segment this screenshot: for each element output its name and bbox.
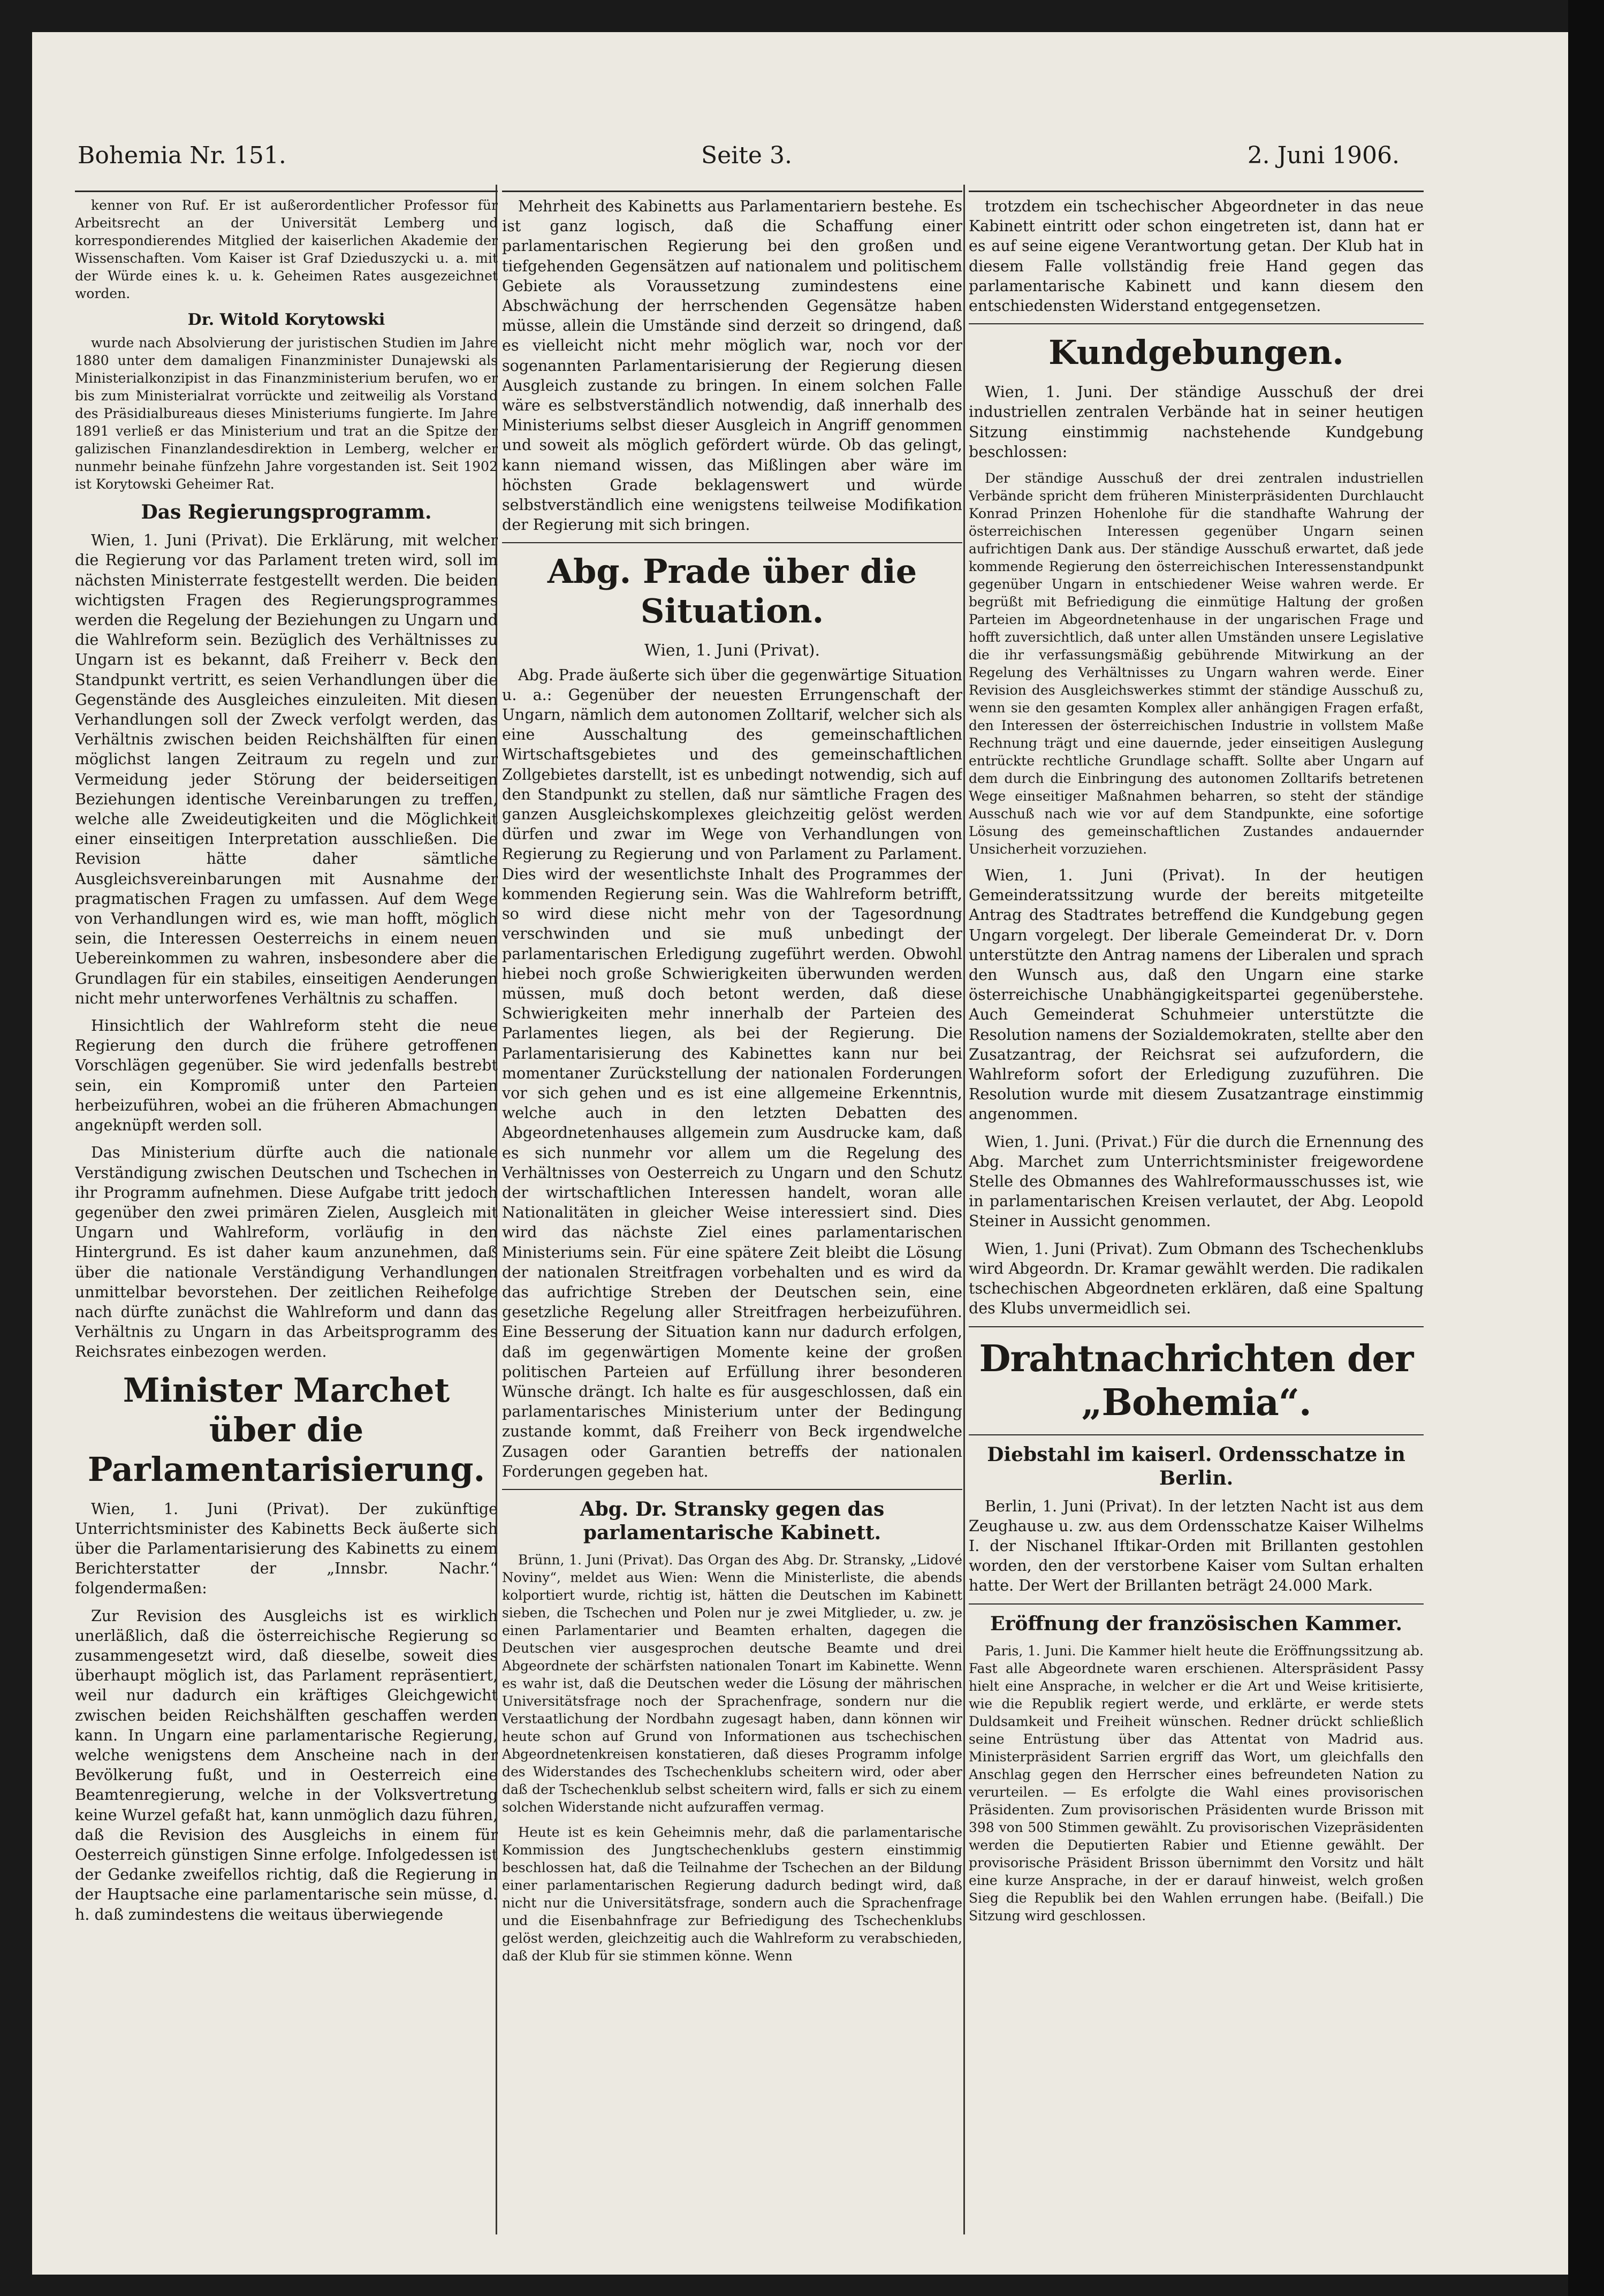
article-paragraph: Das Ministerium dürfte auch die nationale Verständigung zwischen Deutschen und Tschechen in ihr Programm aufnehmen. Diese Aufgabe tritt jedoch gegenüber den zwei primären Zielen, Ausgleich mit Ungarn und Wahlreform, vorläufig in den Hintergrund. Es ist daher kaum anzunehmen, daß über die nationale Verständigung Verhandlungen unmittelbar bevorstehen. Der zeitlichen Reihefolge nach dürfte zunächst die Wahlreform und dann das Verhältnis zu Ungarn in das Arbeitsprogramm des Reichsrates einbezogen werden. [75, 1144, 498, 1361]
article-heading: Abg. Prade über die Situation. [547, 552, 917, 631]
article-heading: Das Regierungsprogramm. [141, 501, 432, 524]
article-paragraph: Hinsichtlich der Wahlreform steht die neue Regierung den durch die frühere getroffenen Vorschlägen gegenüber. Sie wird jedenfalls bestrebt sein, ein Kompromiß unter den Parteien herbeizuführen, wobei an die früheren Abmachungen angeknüpft werden soll. [75, 1017, 498, 1135]
article-paragraph: trotzdem ein tschechischer Abgeordneter in das neue Kabinett eintritt oder schon eingetreten ist, dann hat er es auf seine eigene Verantwortung getan. Der Klub hat in diesem Falle vollständig freie Hand gegen das parlamentarische Kabinett und kann diesem den entschiedensten Widerstand entgegensetzen. [969, 197, 1424, 315]
article-paragraph: Abg. Prade äußerte sich über die gegenwärtige Situation u. a.: Gegenüber der neuesten Errungenschaft der Ungarn, nämlich dem autonomen Zolltarif, welcher sich als eine Ausschaltung des gemeinschaftlichen Wirtschaftsgebietes und des gemeinschaftlichen Zollgebietes darstellt, ist es unbedingt notwendig, sich auf den Standpunkt zu stellen, daß nur sämtliche Fragen des ganzen Ausgleichskomplexes gleichzeitig gelöst werden dürfen und zwar im Wege von Verhandlungen von Regierung zu Regierung und von Parlament zu Parlament. Dies wird der wesentlichste Inhalt des Programmes der kommenden Regierung sein. Was die Wahlreform betrifft, so wird diese nicht mehr von der Tagesordnung verschwinden und sie muß unbedingt der parlamentarischen Erledigung zugeführt werden. Obwohl hiebei noch große Schwierigkeiten überwunden werden müssen, muß doch betont werden, daß diese Schwierigkeiten mehr innerhalb der Parteien des Parlamentes liegen, als bei der Regierung. Die Parlamentarisierung des Kabinettes kann nur bei momentaner Zurückstellung der nationalen Forderungen vor sich gehen und es ist eine allgemeine Erkenntnis, welche auch in den letzten Debatten des Abgeordnetenhauses allgemein zum Ausdrucke kam, daß es sich nunmehr vor allem um die Regelung des Verhältnisses von Oesterreich zu Ungarn und den Schutz der wirtschaftlichen Interessen handelt, woran alle Nationalitäten in gleicher Weise interessiert sind. Dies wird das nächste Ziel eines parlamentarischen Ministeriums sein. Für eine spätere Zeit bleibt die Lösung der nationalen Streitfragen vorbehalten und es wird da das aufrichtige Streben der Deutschen sein, eine gesetzliche Regelung aller Streitfragen herbeizuführen. Eine Besserung der Situation kann nur dadurch erfolgen, daß im gegenwärtigen Momente keine der großen politischen Parteien auf Erfüllung ihrer besonderen Wünsche drängt. Ich halte es für ausgeschlossen, daß ein parlamentarisches Ministerium unter der Bedingung zustande kommt, daß Freiherr von Beck irgendwelche Zusagen oder Garantien betreffs der nationalen Forderungen gegeben hat. [502, 666, 962, 1480]
column-3 [969, 187, 1424, 2232]
article-paragraph: Wien, 1. Juni (Privat). Der zukünftige Unterrichtsminister des Kabinetts Beck äußerte sich über die Parlamentarisierung des Kabinetts zu einem Berichterstatter der „Innsbr. Nachr.“ folgendermaßen: [75, 1500, 498, 1598]
header-rule [969, 191, 1424, 192]
article-paragraph: Wien, 1. Juni. Der ständige Ausschuß der drei industriellen zentralen Verbände hat in seiner heutigen Sitzung einstimmig nachstehende Kundgebung beschlossen: [969, 383, 1424, 461]
binding-edge [1568, 0, 1604, 2296]
section-rule [502, 542, 962, 543]
section-rule [969, 1326, 1424, 1327]
article-paragraph: Berlin, 1. Juni (Privat). In der letzten Nacht ist aus dem Zeughause u. zw. aus dem Ordensschatze Kaiser Wilhelms I. der Nischanel Iftikar-Orden mit Brillanten gestohlen worden, den der verstorbene Kaiser vom Sultan erhalten hatte. Der Wert der Brillanten beträgt 24.000 Mark. [969, 1497, 1424, 1595]
masthead-issue: Bohemia Nr. 151. [78, 142, 286, 169]
section-rule [969, 1603, 1424, 1605]
article-paragraph: wurde nach Absolvierung der juristischen Studien im Jahre 1880 unter dem damaligen Finanzminister Dunajewski als Ministerialkonzipist in das Finanzministerium berufen, wo er bis zum Ministerialrat vorrückte und zeitweilig als Vorstand des Präsidialbureaus dieses Ministeriums fungierte. Im Jahre 1891 verließ er das Ministerium und trat an die Spitze der galizischen Finanzlandesdirektion in Lemberg, welcher er nunmehr beinahe fünfzehn Jahre vorgestanden ist. Seit 1902 ist Korytowski Geheimer Rat. [75, 335, 498, 492]
header-rule [75, 191, 498, 192]
article-heading: Diebstahl im kaiserl. Ordensschatze in Berlin. [987, 1443, 1405, 1489]
section-heading: Drahtnachrichten der „Bohemia“. [979, 1337, 1413, 1424]
page-header [78, 142, 1400, 185]
article-paragraph: Mehrheit des Kabinetts aus Parlamentariern bestehe. Es ist ganz logisch, daß die Schaffung einer parlamentarischen Regierung bei den großen und tiefgehenden Gegensätzen auf nationalem und politischem Gebiete als Voraussetzung zumindestens eine Abschwächung der herrschenden Gegensätze haben müsse, allein die Umstände sind derzeit so dringend, daß es vielleicht nicht mehr möglich war, noch vor der sogenannten Parlamentarisierung der Regierung diesen Ausgleich zustande zu bringen. In einem solchen Falle wäre es selbstverständlich notwendig, daß innerhalb des Ministeriums selbst dieser Ausgleich in Angriff genommen und soweit als möglich gefördert würde. Ob das gelingt, kann niemand wissen, das Mißlingen aber wäre im höchsten Grade beklagenswert und würde selbstverständlich eine wenigstens teilweise Modifikation der Regierung mit sich bringen. [502, 197, 962, 534]
header-rule [502, 191, 962, 192]
issue-date: 2. Juni 1906. [1247, 142, 1400, 169]
person-heading: Dr. Witold Korytowski [187, 310, 385, 329]
article-paragraph: Wien, 1. Juni (Privat). Zum Obmann des Tschechenklubs wird Abgeordn. Dr. Kramar gewählt werden. Die radikalen tschechischen Abgeordneten erklären, daß eine Spaltung des Klubs unvermeidlich sei. [969, 1240, 1424, 1318]
article-paragraph: Der ständige Ausschuß der drei zentralen industriellen Verbände spricht dem früheren Ministerpräsidenten Durchlaucht Konrad Prinzen Hohenlohe für die standhafte Wahrung der österreichischen Interessen gegenüber Ungarn seinen aufrichtigen Dank aus. Der ständige Ausschuß erwartet, daß jede kommende Regierung den österreichischen Interessenstandpunkt gegenüber Ungarn in entschiedener Weise wahren werde. Er begrüßt mit Befriedigung die einmütige Haltung der großen Parteien im Abgeordnetenhause in der ungarischen Frage und hofft zuversichtlich, daß unter allen Umständen unsere Legislative die ihr verfassungsmäßig gebührende Mitwirkung an der Regelung des Verhältnisses zu Ungarn wahren werde. Einer Revision des Ausgleichswerkes stimmt der ständige Ausschuß zu, wenn sie den gesamten Komplex aller anhängigen Fragen erfaßt, den Interessen der österreichischen Industrie in vollstem Maße Rechnung trägt und eine dauernde, jeder einseitigen Auslegung entrückte rechtliche Grundlage schafft. Sollte aber Ungarn auf dem durch die Einbringung des autonomen Zolltarifs betretenen Wege einseitiger Maßnahmen beharren, so steht der ständige Ausschuß nach wie vor auf dem Standpunkte, eine sofortige Lösung des gemeinschaftlichen Zustandes andauernder Unsicherheit vorzuziehen. [969, 470, 1424, 857]
section-rule [502, 1489, 962, 1490]
article-heading: Abg. Dr. Stransky gegen das parlamentarische Kabinett. [580, 1497, 885, 1544]
article-paragraph: Paris, 1. Juni. Die Kammer hielt heute die Eröffnungssitzung ab. Fast alle Abgeordnete waren erschienen. Alterspräsident Passy hielt eine Ansprache, in welcher er die Art und Weise kritisierte, wie die Republik regiert werde, und erklärte, er werde stets Duldsamkeit und Freiheit wünschen. Redner drückt schließlich seine Entrüstung über das Attentat von Madrid aus. Ministerpräsident Sarrien ergriff das Wort, um gleichfalls den Anschlag gegen den Herrscher eines befreundeten Nation zu verurteilen. — Es erfolgte die Wahl eines provisorischen Präsidenten. Zum provisorischen Präsidenten wurde Brisson mit 398 von 500 Stimmen gewählt. Zu provisorischen Vizepräsidenten werden die Deputierten Rabier und Etienne gewählt. Der provisorische Präsident Brisson übernimmt den Vorsitz und hält eine kurze Ansprache, in der er darauf hinweist, welch großen Sieg die Republik bei den Wahlen errungen habe. (Beifall.) Die Sitzung wird geschlossen. [969, 1643, 1424, 1924]
column-rule [963, 185, 965, 2234]
section-rule [969, 1434, 1424, 1435]
article-paragraph: Zur Revision des Ausgleichs ist es wirklich unerläßlich, daß die österreichische Regierung so zusammengesetzt wird, daß dieselbe, soweit dies überhaupt möglich ist, das Parlament repräsentiert, weil nur dadurch ein kräftiges Gleichgewicht zwischen beiden Reichshälften geschaffen werden kann. In Ungarn eine parlamentarische Regierung, welche wenigstens dem Anscheine nach in der Bevölkerung fußt, und in Oesterreich eine Beamtenregierung, welche in der Volksvertretung keine Wurzel gefaßt hat, kann unmöglich dazu führen, daß die Revision des Ausgleichs in einem für Oesterreich günstigen Sinne erfolge. Infolgedessen ist der Gedanke zweifellos richtig, daß die Regierung in der Hauptsache eine parlamentarische sein müsse, d. h. daß zumindestens die weitaus überwiegende [75, 1607, 498, 1924]
article-heading: Minister Marchet über die Parlamentarisierung. [87, 1370, 485, 1489]
article-paragraph: Wien, 1. Juni (Privat). Die Erklärung, mit welcher die Regierung vor das Parlament treten wird, soll im nächsten Ministerrate festgestellt werden. Die beiden wichtigsten Fragen des Regierungsprogrammes werden die Regelung der Beziehungen zu Ungarn und die Wahlreform sein. Bezüglich des Verhältnisses zu Ungarn ist es bekannt, daß Freiherr v. Beck den Standpunkt vertritt, es seien Verhandlungen über die Gegenstände des Ausgleiches einzuleiten. Mit diesen Verhandlungen soll der Zweck verfolgt werden, das Verhältnis zwischen beiden Reichshälften für einen möglichst langen Zeitraum zu regeln und zur Vermeidung jeder Störung der beiderseitigen Beziehungen identische Vereinbarungen zu treffen, welche alle Zweideutigkeiten und die Möglichkeit einer einseitigen Interpretation ausschließen. Die Revision hätte daher sämtliche Ausgleichsvereinbarungen mit Ausnahme der pragmatischen Fragen zu umfassen. Auf dem Wege von Verhandlungen wird es, wie man hofft, möglich sein, die Interessen Oesterreichs in einem neuen Uebereinkommen zu wahren, insbesondere aber die Grundlagen für ein stabiles, einseitigen Aenderungen nicht mehr unterworfenes Verhältnis zu schaffen. [75, 531, 498, 1007]
article-heading: Eröffnung der französischen Kammer. [990, 1612, 1402, 1635]
article-paragraph: kenner von Ruf. Er ist außerordentlicher Professor für Arbeitsrecht an der Universität Lemberg und korrespondierendes Mitglied der kaiserlichen Akademie der Wissenschaften. Vom Kaiser ist Graf Dzieduszycki u. a. mit der Würde eines k. u. k. Geheimen Rates ausgezeichnet worden. [75, 197, 498, 301]
page-number: Seite 3. [701, 142, 792, 169]
section-rule [969, 323, 1424, 324]
article-heading: Kundgebungen. [1048, 333, 1344, 372]
column-1 [75, 187, 498, 2232]
column-2 [502, 187, 962, 2232]
article-paragraph: Brünn, 1. Juni (Privat). Das Organ des Abg. Dr. Stransky, „Lidové Noviny“, meldet aus Wien: Wenn die Ministerliste, die abends kolportiert wurde, richtig ist, hätten die Deutschen im Kabinett sieben, die Tschechen und Polen nur je zwei Mitglieder, u. zw. je einen Parlamentarier und Beamten erhalten, dagegen die Deutschen vier ausgesprochen deutsche Beamte und drei Abgeordnete der schärfsten nationalen Tonart im Kabinette. Wenn es wahr ist, daß die Deutschen weder die Lösung der mährischen Universitätsfrage noch der Sprachenfrage, sondern nur die Verstaatlichung der Nordbahn zugesagt haben, dann können wir heute schon auf Grund von Informationen aus tschechischen Abgeordnetenkreisen konstatieren, daß dieses Programm infolge des Widerstandes des Tschechenklubs scheitern wird, oder aber daß der Tschechenklub selbst scheitern wird, falls er sich zu einem solchen Widerstande nicht aufzuraffen vermag. [502, 1552, 962, 1815]
article-paragraph: Wien, 1. Juni (Privat). In der heutigen Gemeinderatssitzung wurde der bereits mitgeteilte Antrag des Stadtrates betreffend die Kundgebung gegen Ungarn vorgelegt. Der liberale Gemeinderat Dr. v. Dorn unterstützte den Antrag namens der Liberalen und sprach den Wunsch aus, daß den Ungarn eine starke österreichische Unabhängigkeitspartei gegenüberstehe. Auch Gemeinderat Schuhmeier unterstützte die Resolution namens der Sozialdemokraten, stellte aber den Zusatzantrag, der Reichsrat sei aufzufordern, die Wahlreform sofort der Erledigung zuzuführen. Die Resolution wurde mit diesem Zusatzantrage einstimmig angenommen. [969, 866, 1424, 1123]
article-paragraph: Heute ist es kein Geheimnis mehr, daß die parlamentarische Kommission des Jungtschechenklubs gestern einstimmig beschlossen hat, daß die Teilnahme der Tschechen an der Bildung einer parlamentarischen Regierung dadurch bedingt wird, daß nicht nur die Universitätsfrage, sondern auch die Sprachenfrage und die Eisenbahnfrage zur Befriedigung des Tschechenklubs gelöst werden, gleichzeitig auch die Wahlreform zu verabschieden, daß der Klub für sie stimmen könne. Wenn [502, 1824, 962, 1964]
article-paragraph: Wien, 1. Juni. (Privat.) Für die durch die Ernennung des Abg. Marchet zum Unterrichtsminister freigewordene Stelle des Obmannes des Wahlreformausschusses ist, wie in parlamentarischen Kreisen verlautet, der Abg. Leopold Steiner in Aussicht genommen. [969, 1132, 1424, 1230]
dateline: Wien, 1. Juni (Privat). [644, 641, 820, 660]
